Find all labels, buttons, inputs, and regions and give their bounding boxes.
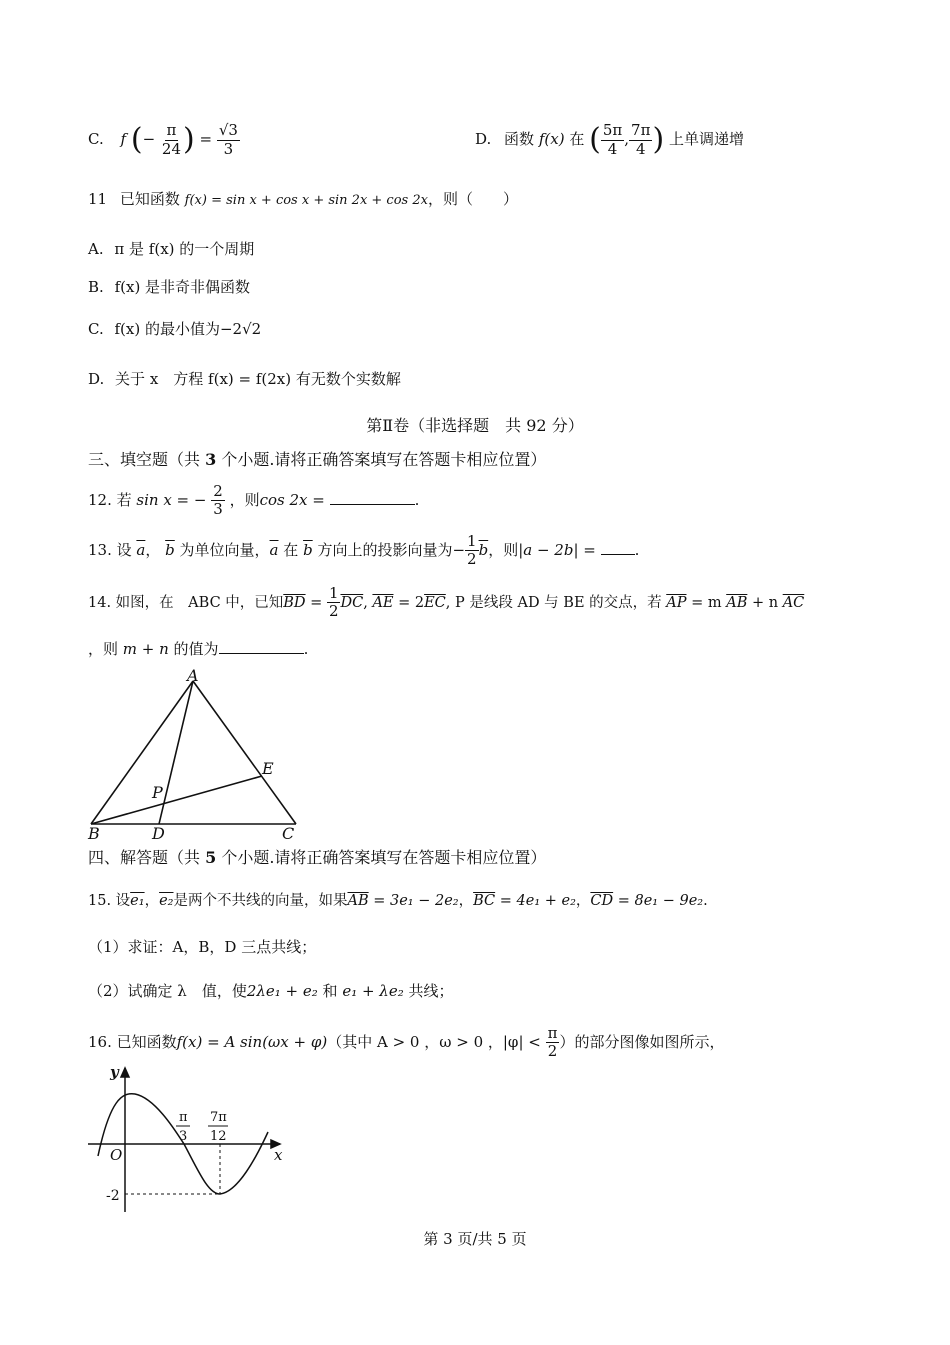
numerator: 1 (467, 532, 477, 550)
vector-ec: $\overline{EC}$ (424, 594, 446, 611)
question-lead: 13. 设 (88, 540, 132, 559)
text: . (303, 640, 309, 658)
q11-stem (88, 190, 518, 209)
segment-ad (159, 681, 193, 824)
fraction (601, 122, 624, 158)
text: ，则 (88, 640, 123, 658)
math-expr: m + n (122, 640, 169, 658)
text: 共线； (403, 982, 454, 1000)
text: = (305, 594, 327, 611)
vector-a: $\overline{a}$ (269, 540, 279, 559)
text: 为单位向量， (174, 540, 270, 559)
text: . (703, 893, 708, 909)
section-3-heading (88, 450, 546, 469)
math-minus: − (452, 540, 466, 559)
tick-7pi12-den: 12 (210, 1129, 227, 1144)
fraction (327, 585, 341, 621)
math-formula: f(x) = sin x + cos x + sin 2x + cos 2x (184, 193, 428, 208)
answer-blank[interactable] (601, 554, 635, 555)
numerator: 2 (213, 482, 223, 500)
fraction (211, 483, 225, 519)
vector-ab: $\overline{AB}$ (347, 893, 369, 909)
q12 (88, 483, 419, 519)
denominator: 2 (547, 1042, 558, 1061)
denominator: 2 (328, 602, 339, 621)
label-p: P (152, 783, 163, 802)
label-c: C (282, 824, 295, 843)
q15-part2 (88, 982, 454, 1000)
q11-option-b (88, 278, 250, 296)
vector-ac: $\overline{AC}$ (782, 594, 805, 611)
math-expr: e₁ + λe₂ (342, 982, 404, 1000)
text: 四、解答题（共 (88, 848, 206, 867)
text: 是两个不共线的向量，如果 (173, 893, 348, 909)
math-expr: = 4e₁ + e₂ (495, 893, 576, 909)
text: （2）试确定 λ 值，使 (88, 982, 247, 1000)
option-label: D. (475, 130, 492, 148)
tick-pi3-num: π (179, 1110, 188, 1125)
option-text: 关于 x 方程 f(x) = f(2x) 有无数个实数解 (115, 370, 401, 388)
option-text: π 是 f(x) 的一个周期 (114, 240, 255, 258)
sine-graph (80, 1060, 300, 1220)
math-f: f (120, 130, 127, 148)
label-e: E (262, 759, 274, 778)
vector-ab: $\overline{AB}$ (726, 594, 748, 611)
text: 在 (278, 540, 299, 559)
triangle-figure (80, 665, 310, 845)
y-label: y (110, 1063, 119, 1081)
math-expr: = 8e₁ − 9e₂ (613, 893, 704, 909)
option-text: f(x) 的最小值为 (114, 320, 220, 338)
text: ， (145, 540, 161, 559)
fraction (629, 122, 652, 158)
q11-option-a (88, 240, 254, 258)
vector-cd: $\overline{CD}$ (590, 893, 614, 909)
edge-ac (193, 681, 296, 824)
math-expr: 2λe₁ + e₂ (246, 982, 318, 1000)
math-fx: f(x) (538, 130, 565, 148)
fraction (465, 533, 479, 569)
vector-b: $\overline{b}$ (303, 540, 313, 559)
text: = m (686, 594, 727, 611)
x-label: x (274, 1146, 283, 1164)
q16 (88, 1025, 724, 1061)
q14-line2 (88, 640, 308, 658)
vector-dc: $\overline{DC}$ (340, 594, 364, 611)
fraction (217, 122, 240, 158)
text: = 2 (393, 594, 425, 611)
label-a: A (187, 666, 199, 685)
vector-ae: $\overline{AE}$ (372, 594, 394, 611)
option-label: A. (88, 240, 104, 258)
text: , P 是线段 AD 与 BE 的交点，若 (445, 594, 667, 611)
text: 和 (317, 982, 343, 1000)
q15-part1: （1）求证：A，B，D 三点共线； (88, 938, 317, 956)
option-label: D. (88, 370, 105, 388)
text: 上单调递增 (668, 130, 744, 148)
vector-bd: $\overline{BD}$ (283, 594, 306, 611)
numerator: π (166, 121, 177, 140)
question-lead: 16. 已知函数 (88, 1032, 177, 1051)
option-label: B. (88, 278, 104, 296)
count: 5 (205, 848, 217, 867)
q13 (88, 533, 639, 569)
math-value: −2√2 (219, 320, 262, 338)
text: ，则（ ） (427, 190, 518, 208)
text: ， (458, 893, 474, 909)
text: ，则 (488, 540, 519, 559)
math-formula: f(x) = A sin(ωx + φ) (176, 1032, 328, 1051)
numerator: √3 (218, 121, 238, 140)
math-rhs: cos 2x = (259, 490, 330, 509)
math-lhs: sin x = − (136, 490, 207, 509)
q10-option-d: D. 函数 f(x) 在 ( $\frac{5\pi}{4}$ , $\frac{7\pi}{4}$ ) 上单调递增 (475, 121, 744, 158)
text: ， (575, 893, 591, 909)
label-d: D (152, 824, 165, 843)
tick-pi3-den: 3 (179, 1129, 188, 1144)
text: . (634, 540, 640, 559)
text: ）的部分图像如图所示， (559, 1032, 725, 1051)
vector-e2: e₂ (159, 893, 174, 909)
text: ，则 (229, 490, 260, 509)
q11-option-c (88, 320, 261, 338)
tick-7pi12-num: 7π (210, 1110, 227, 1125)
vector-a: $\overline{a}$ (136, 540, 146, 559)
text: + n (747, 594, 783, 611)
y-arrow (121, 1068, 129, 1077)
label-b: B (88, 824, 100, 843)
section-4-heading (88, 848, 546, 867)
vector-ap: $\overline{AP}$ (666, 594, 687, 611)
vector-e1: e₁ (130, 893, 145, 909)
text: （其中 A > 0 ，ω > 0 ，|φ| < (327, 1032, 546, 1051)
text: . (414, 490, 420, 509)
part2-title: 第Ⅱ卷（非选择题 共 92 分） (366, 416, 584, 435)
text: 的值为 (168, 640, 219, 658)
vector-b: $\overline{b}$ (478, 540, 489, 559)
paren-left: ( (130, 122, 143, 157)
answer-blank[interactable] (330, 504, 415, 505)
question-number: 11 (88, 190, 108, 208)
text: , (363, 594, 373, 611)
text: 在 (569, 130, 585, 148)
denominator: 24 (161, 139, 182, 158)
text: 三、填空题（共 (88, 450, 206, 469)
math-eq: = (199, 130, 213, 148)
numerator: 7π (631, 121, 651, 140)
q15 (88, 893, 708, 910)
denominator: 3 (213, 500, 223, 519)
math-expr: = 3e₁ − 2e₂ (368, 893, 459, 909)
denominator: 4 (635, 139, 646, 158)
denominator: 2 (467, 550, 477, 569)
paren-right: ) (652, 122, 665, 157)
count: 3 (205, 450, 217, 469)
text: 个小题.请将正确答案填写在答题卡相应位置） (216, 450, 547, 469)
paren-right: ) (183, 122, 195, 157)
option-label: C. (88, 130, 104, 148)
vector-bc: $\overline{BC}$ (473, 893, 496, 909)
numerator: π (547, 1024, 558, 1042)
denominator: 4 (607, 139, 618, 158)
q11-option-d (88, 370, 401, 388)
answer-blank[interactable] (219, 653, 304, 654)
text: 已知函数 (119, 190, 180, 208)
q14 (88, 585, 804, 621)
math-abs: |a − 2b| = (518, 540, 601, 559)
numerator: 1 (328, 584, 339, 602)
segment-be (91, 776, 262, 824)
math-minus: − (142, 130, 156, 148)
text: 方向上的投影向量为 (312, 540, 453, 559)
text: ， (144, 893, 160, 909)
question-lead: 14. 如图，在 ABC 中，已知 (88, 594, 284, 611)
page-footer: 第 3 页/共 5 页 (423, 1230, 527, 1248)
min-label: -2 (106, 1188, 120, 1204)
origin-label: O (110, 1146, 123, 1164)
paren-left: ( (589, 122, 601, 157)
fraction (160, 122, 183, 158)
q10-option-c (88, 122, 240, 158)
text: 函数 (504, 130, 535, 148)
question-lead: 15. 设 (88, 893, 131, 909)
numerator: 5π (602, 121, 623, 140)
option-text: f(x) 是非奇非偶函数 (114, 278, 251, 296)
denominator: 3 (223, 139, 234, 158)
text: 个小题.请将正确答案填写在答题卡相应位置） (216, 848, 547, 867)
edge-ab (91, 681, 193, 824)
fraction (546, 1025, 560, 1061)
question-lead: 12. 若 (88, 490, 132, 509)
option-label: C. (88, 320, 104, 338)
vector-b: $\overline{b}$ (165, 540, 175, 559)
